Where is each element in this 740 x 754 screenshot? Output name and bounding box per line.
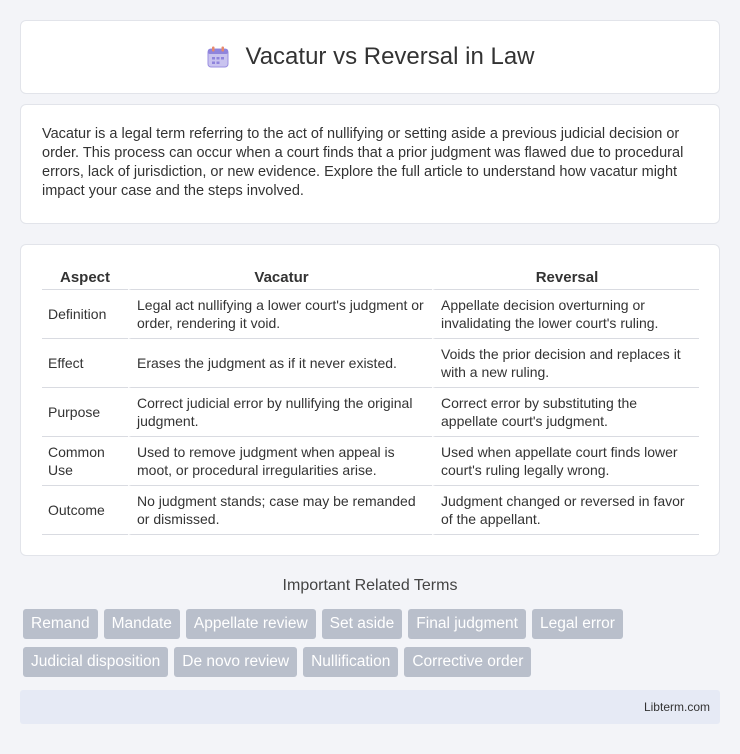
tag-mandate[interactable]: Mandate — [104, 609, 180, 639]
table-row — [42, 339, 699, 388]
tag-set-aside[interactable]: Set aside — [322, 609, 403, 639]
title-wrap — [205, 43, 534, 71]
reversal-cell: Correct error by substituting the appellate court's judgment. — [432, 388, 699, 437]
header-card — [20, 20, 720, 94]
vacatur-cell: No judgment stands; case may be remanded or dismissed. — [128, 486, 432, 535]
tag-corrective-order[interactable]: Corrective order — [404, 647, 531, 677]
aspect-cell: Effect — [42, 339, 128, 388]
aspect-cell: Purpose — [42, 388, 128, 437]
footer-site-link[interactable]: Libterm.com — [643, 700, 710, 714]
header-aspect: Aspect — [42, 267, 128, 290]
reversal-cell: Judgment changed or reversed in favor of the appellant. — [432, 486, 699, 535]
reversal-cell: Voids the prior decision and replaces it with a new ruling. — [432, 339, 699, 388]
vacatur-cell: Legal act nullifying a lower court's judgment or order, rendering it void. — [128, 290, 432, 339]
aspect-cell: Definition — [42, 290, 128, 339]
tag-nullification[interactable]: Nullification — [303, 647, 398, 677]
table-row — [42, 437, 699, 486]
aspect-cell: Outcome — [42, 486, 128, 535]
calendar-icon — [205, 44, 231, 70]
table-header-row — [42, 267, 699, 290]
table-row — [42, 388, 699, 437]
comparison-card — [20, 244, 720, 556]
footer — [20, 690, 720, 724]
header-reversal: Reversal — [432, 267, 699, 290]
tag-final-judgment[interactable]: Final judgment — [408, 609, 526, 639]
table-row — [42, 290, 699, 339]
vacatur-cell: Correct judicial error by nullifying the original judgment. — [128, 388, 432, 437]
reversal-cell: Appellate decision overturning or invalidating the lower court's ruling. — [432, 290, 699, 339]
tag-appellate-review[interactable]: Appellate review — [186, 609, 316, 639]
intro-text: Vacatur is a legal term referring to the act of nullifying or setting aside a previous judicial decision or order. This process can occur when a court finds that a prior judgment was flawed due to procedural errors, lack of jurisdiction, or new evidence. Explore the full article to understand how vacatur might impact your case and the steps involved. — [42, 126, 684, 199]
comparison-table — [42, 267, 699, 535]
table-row — [42, 486, 699, 535]
vacatur-cell: Used to remove judgment when appeal is moot, or procedural irregularities arise. — [128, 437, 432, 486]
tag-legal-error[interactable]: Legal error — [532, 609, 623, 639]
related-terms-title: Important Related Terms — [282, 577, 458, 594]
page-title: Vacatur vs Reversal in Law — [245, 43, 535, 70]
intro-card — [20, 104, 720, 224]
tag-remand[interactable]: Remand — [23, 609, 98, 639]
header-vacatur: Vacatur — [128, 267, 432, 290]
reversal-cell: Used when appellate court finds lower court's ruling legally wrong. — [432, 437, 699, 486]
vacatur-cell: Erases the judgment as if it never existed. — [128, 339, 432, 388]
tag-de-novo-review[interactable]: De novo review — [174, 647, 297, 677]
aspect-cell: Common Use — [42, 437, 128, 486]
related-terms-tags — [23, 609, 723, 677]
tag-judicial-disposition[interactable]: Judicial disposition — [23, 647, 168, 677]
